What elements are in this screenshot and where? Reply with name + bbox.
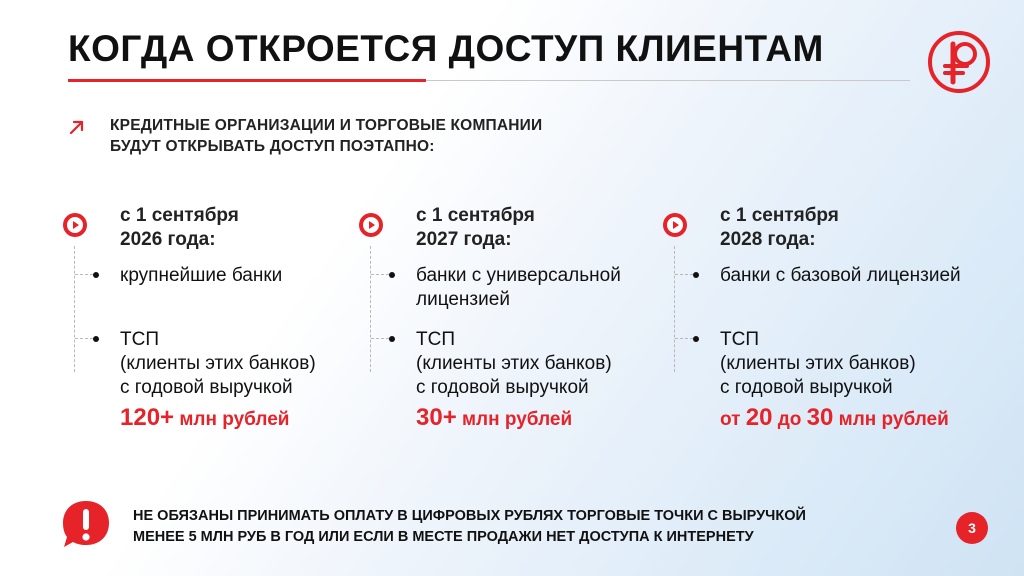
date-line: с 1 сентября: [720, 205, 839, 226]
stage-date: [720, 204, 839, 252]
connector-branch: [75, 338, 93, 339]
play-circle-icon: [662, 212, 688, 238]
revenue-threshold: [416, 404, 572, 432]
amount-number: 120+: [120, 404, 175, 431]
page-title: КОГДА ОТКРОЕТСЯ ДОСТУП КЛИЕНТАМ: [68, 28, 824, 69]
item-line: с годовой выручкой: [720, 377, 893, 398]
connector-branch: [371, 274, 389, 275]
amount-unit: млн рублей: [833, 409, 949, 430]
stage-item-merchants: [416, 328, 612, 400]
warning-line: МЕНЕЕ 5 МЛН РУБ В ГОД ИЛИ ЕСЛИ В МЕСТЕ ПРОДАЖИ НЕТ ДОСТУПА К ИНТЕРНЕТУ: [133, 529, 754, 545]
intro-line: БУДУТ ОТКРЫВАТЬ ДОСТУП ПОЭТАПНО:: [110, 138, 435, 155]
item-line: (клиенты этих банков): [120, 353, 316, 374]
amount-connector: до: [772, 409, 807, 430]
arrow-up-right-icon: [68, 118, 86, 136]
stage-item-merchants: [120, 328, 316, 400]
bullet-dot: [93, 336, 99, 342]
connector-line: [674, 246, 675, 372]
item-line: банки с универсальной: [416, 265, 621, 286]
date-line: с 1 сентября: [416, 205, 535, 226]
amount-prefix: от: [720, 409, 746, 430]
page-number-badge: 3: [956, 512, 988, 544]
warning-note: [133, 506, 806, 548]
bullet-dot: [693, 272, 699, 278]
item-line: (клиенты этих банков): [720, 353, 916, 374]
bullet-dot: [389, 272, 395, 278]
intro-line: КРЕДИТНЫЕ ОРГАНИЗАЦИИ И ТОРГОВЫЕ КОМПАНИИ: [110, 117, 543, 134]
amount-unit: млн рублей: [174, 409, 290, 430]
item-line: с годовой выручкой: [120, 377, 293, 398]
stage-item-banks: [120, 264, 282, 288]
bullet-dot: [93, 272, 99, 278]
date-line: 2028 года:: [720, 229, 816, 250]
item-line: крупнейшие банки: [120, 265, 283, 286]
revenue-threshold: [720, 404, 949, 432]
stage-item-banks: [416, 264, 621, 312]
stage-date: [416, 204, 535, 252]
amount-number: 20: [745, 404, 773, 431]
bullet-dot: [389, 336, 395, 342]
connector-branch: [675, 338, 693, 339]
warning-line: НЕ ОБЯЗАНЫ ПРИНИМАТЬ ОПЛАТУ В ЦИФРОВЫХ РУБЛЯХ ТОРГОВЫЕ ТОЧКИ С ВЫРУЧКОЙ: [133, 508, 806, 524]
play-circle-icon: [358, 212, 384, 238]
stage-item-banks: [720, 264, 961, 288]
stage-item-merchants: [720, 328, 916, 400]
connector-line: [74, 246, 75, 372]
date-line: 2027 года:: [416, 229, 512, 250]
play-circle-icon: [62, 212, 88, 238]
date-line: с 1 сентября: [120, 205, 239, 226]
item-line: ТСП: [416, 329, 455, 350]
intro-text: [110, 115, 542, 157]
amount-unit: млн рублей: [456, 409, 573, 430]
revenue-threshold: [120, 404, 289, 432]
amount-number: 30: [806, 404, 834, 431]
item-line: ТСП: [120, 329, 159, 350]
bullet-dot: [693, 336, 699, 342]
date-line: 2026 года:: [120, 229, 216, 250]
connector-branch: [675, 274, 693, 275]
stage-date: [120, 204, 239, 252]
item-line: лицензией: [416, 289, 510, 310]
connector-branch: [75, 274, 93, 275]
item-line: банки с базовой лицензией: [720, 265, 961, 286]
digital-ruble-logo: [927, 30, 991, 94]
amount-number: 30+: [416, 404, 457, 431]
exclamation-icon: [60, 498, 112, 550]
item-line: с годовой выручкой: [416, 377, 589, 398]
connector-branch: [371, 338, 389, 339]
item-line: ТСП: [720, 329, 759, 350]
title-accent-bar: [68, 79, 426, 82]
item-line: (клиенты этих банков): [416, 353, 612, 374]
connector-line: [370, 246, 371, 372]
